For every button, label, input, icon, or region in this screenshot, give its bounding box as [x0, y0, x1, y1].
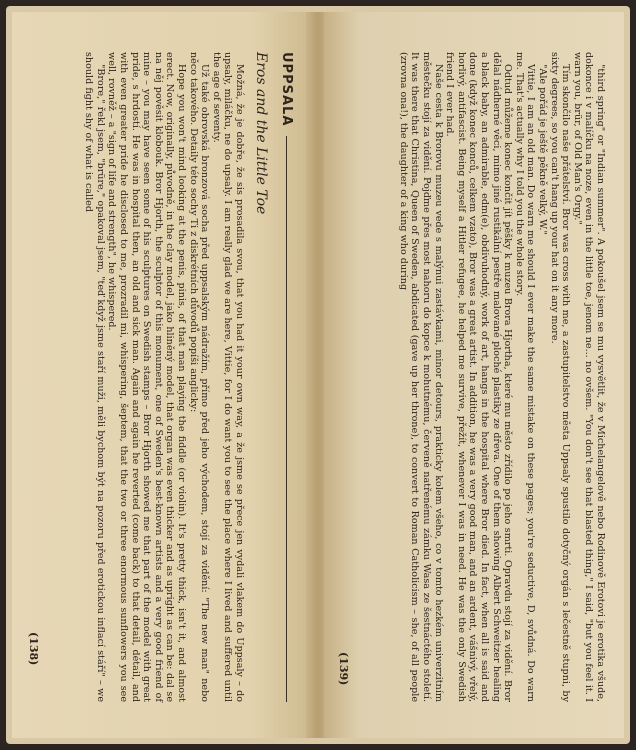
paragraph: Hope you won't mind looking at the penis, pinis, of that man playing the fiddle (or violin). It's pretty thick, isn't it, and almost erect. Now, originally, původně, in the clay model, jako hliněný model, that organ was even thicker and as upright as can be: dal se na něj pověsit klobouk. Bror Hjorth, the sculptor of this monument, one of Sweden's best-known artists and a very good friend of mine – you may have seen some of his sculptures on Swedish stamps – Bror Hjorth showed me that part of the model with great pride, s hrdostí. He was in hospital then, an old and sick man. Again and again he reverted (come back) to that detail, détail, and with even greater pride he disclosed to me, prozradil mi, whispering, šeptem, that the two or three enormous sunflowers you see well, rovněž – a "sign of life and strength", he whispered. [106, 52, 188, 702]
paragraph: Možná, že je dobře, že sis prosadila svou, that you had it your own way, a že jsme se přece jen vydali vlakem do Uppsaly – do upsaly, miláčku, ne do upsaly. I am really glad we are here, Vittie, for I do want you to see the place where I lived and suffered until the age of seventy. [210, 52, 245, 702]
paragraph: Odtud můžeme konec končit jít pěšky k muzeu Brora Hjortha, které mu město zřídilo po jeho smrti. Opravdu stojí za vidění. Bror dělal nádherné věci, mimo jiné rustikální pestře malované ploché plastiky ze dřeva. One of them showing Albert Schweitzer healing a black baby, an admirable, edm(e), obdivuhodný, work of art, hangs in the hospital where Bror died. In fact, when all is said and done (když konec konců, celkem vzato), Bror was a great artist. In addition, he was a very good man, and an ardent, vášnivý, vřelý, horlivý, antifascist. Being myself a Hitler refugee, he helped me survive, přežít, whenever I was in need. He was the only Swedish friend I ever had. [444, 52, 514, 702]
paragraph: Tím skončilo naše přátelství. Bror was cross with me, a zastupitelstvo města Uppsaly spustilo dotyčný orgán s lečestně stupni, by sixty degrees, so you can't hang up your hat on it any more. [548, 52, 572, 702]
header-rule [286, 136, 287, 702]
open-book [6, 6, 630, 744]
paragraph: "third spring" or "Indian summer". A pokoušel jsem se mu vysvětlit, že v Michelangelově nebo Rodinově Erotovi je erotika všude, dokonce i v malíčku na noze, even in the little toe, jenom ne... no ovšem. "You don't see that blasted thing," I said, "but you feel it. I warn you, brür, of Old Man's Orgy." [571, 52, 606, 702]
header-title: UPPSALA [279, 52, 294, 127]
left-page [12, 12, 312, 738]
page-number: (138) [27, 632, 40, 666]
right-page [324, 12, 624, 738]
paragraph: Vittie, I am an old man. Do warn me should I ever make the same mistake on these pages; you're seductive, D, svůdná. Do warn me. That's actually why I told you the whole story. [513, 52, 537, 702]
paragraph: "Ale pořád je ještě pěkně velký, W." [537, 64, 549, 235]
chapter-title: Eros and the Little Toe [253, 52, 269, 215]
paragraph: Už také obrovská bronzová socha před uppsalským nádražím, přímo před jeho východem, stojí za vidění: "The new man" nebo něco takového. Detaily této sochy Ti z diskrétních důvodů popíši anglicky: [187, 52, 211, 702]
page-number: (139) [337, 652, 350, 686]
paragraph: "Brore," řekl jsem, "brüre," opakoval jsem, "teď když jsme staří muži, měli bychom být na pozoru před erotickou inflací stáří" – we should fight shy of what is called [83, 52, 106, 702]
paragraph: Naše cesta k Brorovu muzeu vede s malýnui zastávkami, minor detours, prakticky kolem všeho, co v tomto hezkém univerzitním městečku stojí za vidění. Pojďme přes most nahoru do kopce k mohutnému, červeně natřenému zámku Wasa ze šestnáctého století. It was there that Christina, Queen of Sweden, abdicated (gave up her throne), to convert to Roman Catholicism – she, of all people (zrovna ona!), the daughter of a king who during [397, 52, 444, 702]
running-header [279, 52, 294, 702]
